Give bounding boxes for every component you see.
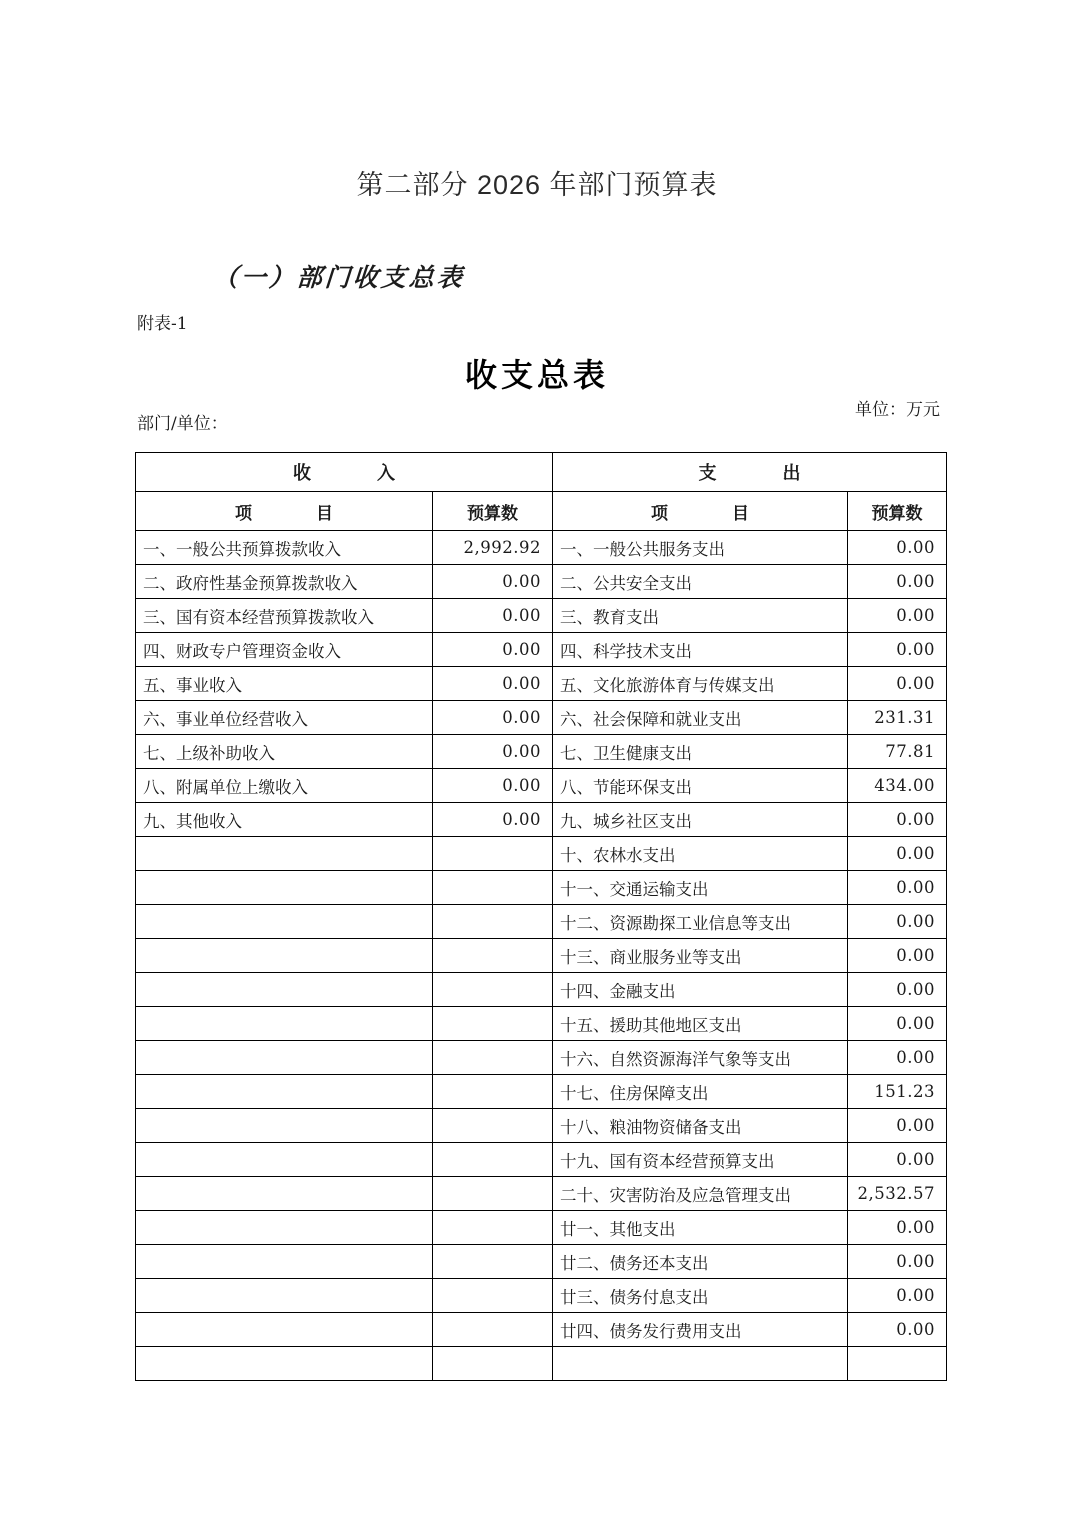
table-group-header-row: [136, 453, 947, 492]
expenditure-item-amount: 0.00: [848, 1041, 947, 1075]
expenditure-item-amount: 77.81: [848, 735, 947, 769]
expenditure-item-amount: 0.00: [848, 1143, 947, 1177]
expenditure-item-amount: 151.23: [848, 1075, 947, 1109]
expenditure-item-name: 廿四、债务发行费用支出: [553, 1313, 848, 1347]
expenditure-item-name: 六、社会保障和就业支出: [553, 701, 848, 735]
expenditure-item-amount: 0.00: [848, 939, 947, 973]
income-item-amount: [433, 1007, 553, 1041]
income-item-amount: [433, 837, 553, 871]
expenditure-item-amount: 0.00: [848, 1007, 947, 1041]
income-item-name: [136, 1075, 433, 1109]
income-item-amount: 2,992.92: [433, 531, 553, 565]
expenditure-item-name: 廿一、其他支出: [553, 1211, 848, 1245]
table-row: [136, 905, 947, 939]
income-item-amount: [433, 905, 553, 939]
expenditure-item-amount: 0.00: [848, 565, 947, 599]
expenditure-item-name: 十三、商业服务业等支出: [553, 939, 848, 973]
table-row: [136, 531, 947, 565]
table-row: [136, 871, 947, 905]
income-item-name: 九、其他收入: [136, 803, 433, 837]
income-item-amount: 0.00: [433, 599, 553, 633]
income-item-amount: [433, 871, 553, 905]
table-row: [136, 803, 947, 837]
income-item-amount: [433, 1075, 553, 1109]
income-item-amount: 0.00: [433, 667, 553, 701]
income-item-amount: [433, 1245, 553, 1279]
expenditure-item-amount: 0.00: [848, 973, 947, 1007]
income-item-name: 二、政府性基金预算拨款收入: [136, 565, 433, 599]
expenditure-item-amount: 0.00: [848, 633, 947, 667]
expenditure-item-name: 十四、金融支出: [553, 973, 848, 1007]
expenditure-item-name: 一、一般公共服务支出: [553, 531, 848, 565]
table-row: [136, 1245, 947, 1279]
income-item-amount: [433, 1109, 553, 1143]
income-item-amount: [433, 1143, 553, 1177]
table-row: [136, 599, 947, 633]
income-item-name: 八、附属单位上缴收入: [136, 769, 433, 803]
page-title: 第二部分 2026 年部门预算表: [356, 170, 718, 200]
expenditure-item-name: 十九、国有资本经营预算支出: [553, 1143, 848, 1177]
budget-summary-table: [135, 452, 947, 1381]
department-unit-label: 部门/单位：: [137, 414, 228, 434]
section-heading: （一）部门收支总表: [211, 263, 466, 292]
table-row: [136, 973, 947, 1007]
table-row: [136, 1041, 947, 1075]
table-row: [136, 769, 947, 803]
income-item-amount: [433, 939, 553, 973]
income-item-name: [136, 1177, 433, 1211]
income-item-name: [136, 1245, 433, 1279]
table-row: [136, 1075, 947, 1109]
income-item-name: [136, 905, 433, 939]
expenditure-item-amount: 0.00: [848, 1109, 947, 1143]
expenditure-item-amount: 0.00: [848, 837, 947, 871]
expenditure-item-amount: 0.00: [848, 1211, 947, 1245]
income-item-name: 四、财政专户管理资金收入: [136, 633, 433, 667]
income-item-name: 三、国有资本经营预算拨款收入: [136, 599, 433, 633]
table-body: [136, 453, 947, 1381]
income-budget-header: 预算数: [433, 492, 553, 531]
income-item-amount: 0.00: [433, 803, 553, 837]
income-item-amount: 0.00: [433, 769, 553, 803]
expenditure-item-name: 二十、灾害防治及应急管理支出: [553, 1177, 848, 1211]
income-item-amount: [433, 973, 553, 1007]
expenditure-item-name: 二、公共安全支出: [553, 565, 848, 599]
expenditure-item-name: 十六、自然资源海洋气象等支出: [553, 1041, 848, 1075]
income-item-amount: 0.00: [433, 633, 553, 667]
income-item-amount: [433, 1177, 553, 1211]
expenditure-item-amount: 0.00: [848, 667, 947, 701]
expenditure-item-amount: 0.00: [848, 599, 947, 633]
income-item-amount: 0.00: [433, 735, 553, 769]
table-row: [136, 1347, 947, 1381]
expenditure-item-amount: 0.00: [848, 1279, 947, 1313]
expenditure-item-name: 三、教育支出: [553, 599, 848, 633]
income-item-name: 一、一般公共预算拨款收入: [136, 531, 433, 565]
table-row: [136, 1177, 947, 1211]
expenditure-item-amount: 0.00: [848, 531, 947, 565]
table-row: [136, 837, 947, 871]
expenditure-item-name: 十一、交通运输支出: [553, 871, 848, 905]
income-item-name: [136, 939, 433, 973]
income-item-amount: [433, 1347, 553, 1381]
income-group-header: 收 入: [136, 453, 553, 492]
income-item-name: 六、事业单位经营收入: [136, 701, 433, 735]
expenditure-group-header: 支 出: [553, 453, 947, 492]
income-item-amount: [433, 1279, 553, 1313]
expenditure-item-name: 八、节能环保支出: [553, 769, 848, 803]
income-item-name: [136, 1211, 433, 1245]
expenditure-item-name: 十二、资源勘探工业信息等支出: [553, 905, 848, 939]
table-row: [136, 1313, 947, 1347]
expenditure-item-amount: 231.31: [848, 701, 947, 735]
table-row: [136, 1109, 947, 1143]
income-item-amount: 0.00: [433, 701, 553, 735]
expenditure-item-name: 十五、援助其他地区支出: [553, 1007, 848, 1041]
expenditure-item-name: [553, 1347, 848, 1381]
expenditure-item-amount: 0.00: [848, 871, 947, 905]
table-row: [136, 735, 947, 769]
table-column-header-row: [136, 492, 947, 531]
income-item-name: [136, 1347, 433, 1381]
expenditure-item-name: 十八、粮油物资储备支出: [553, 1109, 848, 1143]
income-item-name: [136, 1143, 433, 1177]
income-item-name: 五、事业收入: [136, 667, 433, 701]
table-row: [136, 1007, 947, 1041]
income-item-name: [136, 837, 433, 871]
table-row: [136, 1143, 947, 1177]
income-item-name: [136, 1007, 433, 1041]
expenditure-item-amount: 0.00: [848, 1313, 947, 1347]
attachment-label: 附表-1: [137, 314, 188, 334]
income-item-name: [136, 1313, 433, 1347]
expenditure-item-name: 五、文化旅游体育与传媒支出: [553, 667, 848, 701]
expenditure-item-amount: 2,532.57: [848, 1177, 947, 1211]
income-item-amount: [433, 1041, 553, 1075]
expenditure-item-name: 十、农林水支出: [553, 837, 848, 871]
table-row: [136, 1279, 947, 1313]
table-row: [136, 667, 947, 701]
income-item-name: [136, 1109, 433, 1143]
income-item-name: [136, 871, 433, 905]
expenditure-item-name: 廿三、债务付息支出: [553, 1279, 848, 1313]
income-item-name: [136, 973, 433, 1007]
expenditure-item-amount: 0.00: [848, 803, 947, 837]
income-item-header: 项 目: [136, 492, 433, 531]
income-item-amount: [433, 1313, 553, 1347]
income-item-name: [136, 1041, 433, 1075]
expenditure-item-name: 十七、住房保障支出: [553, 1075, 848, 1109]
income-item-amount: [433, 1211, 553, 1245]
expenditure-item-name: 廿二、债务还本支出: [553, 1245, 848, 1279]
expenditure-item-amount: 434.00: [848, 769, 947, 803]
table-row: [136, 565, 947, 599]
expenditure-item-amount: 0.00: [848, 905, 947, 939]
income-item-amount: 0.00: [433, 565, 553, 599]
expenditure-item-amount: [848, 1347, 947, 1381]
table-row: [136, 701, 947, 735]
income-item-name: [136, 1279, 433, 1313]
expenditure-item-name: 九、城乡社区支出: [553, 803, 848, 837]
table-row: [136, 1211, 947, 1245]
table-row: [136, 939, 947, 973]
income-item-name: 七、上级补助收入: [136, 735, 433, 769]
expenditure-budget-header: 预算数: [848, 492, 947, 531]
table-title: 收支总表: [464, 356, 609, 394]
expenditure-item-name: 四、科学技术支出: [553, 633, 848, 667]
expenditure-item-name: 七、卫生健康支出: [553, 735, 848, 769]
currency-unit-label: 单位：万元: [855, 400, 940, 420]
expenditure-item-amount: 0.00: [848, 1245, 947, 1279]
table-row: [136, 633, 947, 667]
expenditure-item-header: 项 目: [553, 492, 848, 531]
